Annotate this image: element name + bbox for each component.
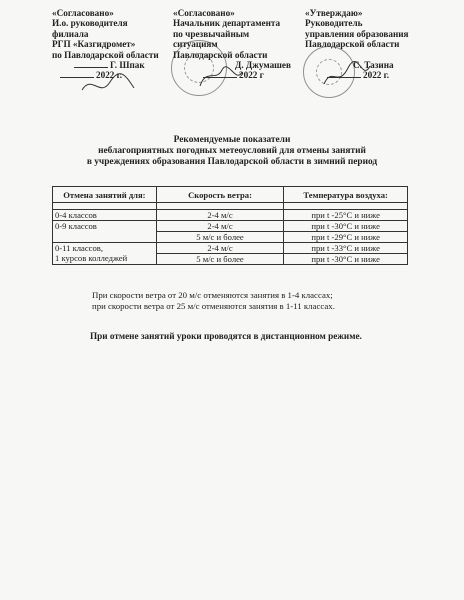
signature-name: Д. Джумашев (235, 60, 291, 71)
table-row (53, 210, 408, 221)
approval-date: 2022 г. (96, 70, 123, 81)
approval-line: И.о. руководителя (52, 18, 128, 29)
class-group-line: 0-11 классов, (55, 243, 103, 253)
approval-line: Начальник департамента (173, 18, 281, 29)
table-row (53, 243, 408, 254)
handwritten-signature (320, 58, 374, 92)
class-group-line: 1 курсов колледжей (55, 253, 128, 263)
signature-line (74, 67, 108, 68)
approval-line: «Согласовано» (173, 8, 235, 18)
approval-line: управления образования (305, 28, 409, 39)
approval-line: «Утверждаю» (305, 8, 363, 18)
class-group-cell: 0-4 классов (53, 210, 157, 221)
document-title (0, 135, 464, 168)
handwritten-signature (196, 62, 246, 92)
wind-speed-cell: 5 м/с и более (156, 232, 284, 243)
column-header: Отмена занятий для: (53, 187, 157, 203)
approval-line: Руководитель (305, 18, 363, 29)
temperature-cell: при t -33°С и ниже (284, 243, 408, 254)
table-header-row (53, 187, 408, 203)
note-line: при скорости ветра от 25 м/с отменяются занятия в 1-11 классах. (92, 301, 335, 311)
column-header: Скорость ветра: (156, 187, 284, 203)
title-line: в учреждениях образования Павлодарской области в зимний период (86, 157, 378, 167)
wind-speed-cell: 2-4 м/с (156, 210, 284, 221)
approval-line: ситуациям (173, 39, 218, 50)
temperature-cell: при t -29°С и ниже (284, 232, 408, 243)
note-line: При скорости ветра от 20 м/с отменяются занятия в 1-4 классах; (92, 290, 333, 300)
class-group-cell (53, 243, 157, 265)
temperature-cell: при t -30°С и ниже (284, 254, 408, 265)
column-header: Температура воздуха: (284, 187, 408, 203)
title-line: неблагоприятных погодных метеоусловий для отмены занятий (98, 146, 366, 156)
approval-line: «Согласовано» (52, 8, 114, 18)
signature-name: С. Тазина (353, 59, 394, 70)
approval-date: 2022 г. (363, 70, 390, 81)
temperature-cell: при t -30°С и ниже (284, 221, 408, 232)
wind-speed-cell: 2-4 м/с (156, 221, 284, 232)
approval-line: по чрезвычайным (173, 28, 250, 39)
title-line: Рекомендуемые показатели (173, 135, 291, 145)
approval-line: Павлодарской области (305, 39, 400, 50)
approval-line: по Павлодарской области (52, 49, 159, 60)
wind-notes (92, 290, 335, 312)
wind-speed-cell: 5 м/с и более (156, 254, 284, 265)
handwritten-signature (78, 70, 138, 100)
wind-speed-cell: 2-4 м/с (156, 243, 284, 254)
signature-name: Г. Шпак (110, 60, 145, 71)
remote-learning-note: При отмене занятий уроки проводятся в дистанционном режиме. (90, 331, 362, 341)
cancellation-criteria-table (52, 186, 408, 265)
class-group-cell: 0-9 классов (53, 221, 157, 243)
approval-date: 2022 г (239, 70, 264, 81)
spacer-row (53, 203, 408, 210)
table-row (53, 221, 408, 232)
approval-line: РГП «Казгидромет» (52, 39, 136, 50)
approval-line: Павлодарской области (173, 49, 268, 60)
temperature-cell: при t -25°С и ниже (284, 210, 408, 221)
approval-line: филиала (52, 28, 89, 39)
